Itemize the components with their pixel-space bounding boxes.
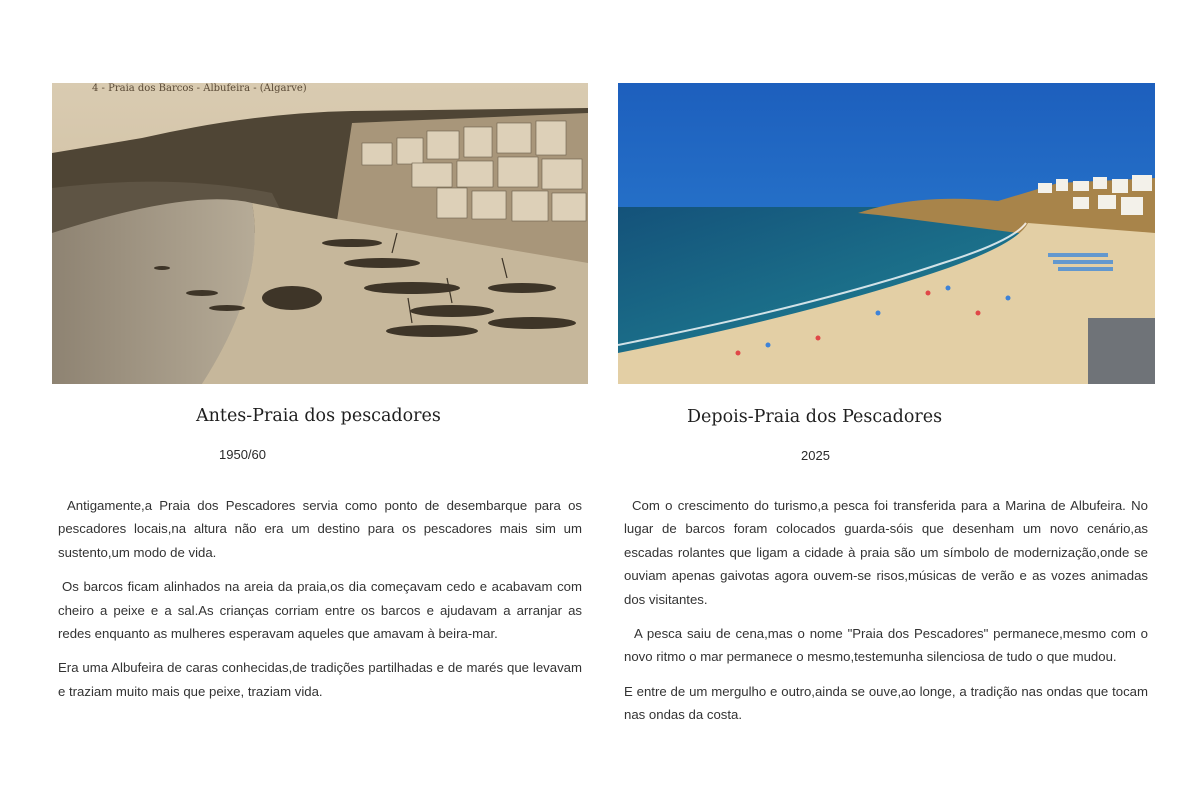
after-paragraph: A pesca saiu de cena,mas o nome "Praia dos Pescadores" permanece,mesmo com o novo ritmo o mar permanece o mesmo,testemunha silenciosa de tudo o que mudou. <box>624 626 1148 665</box>
after-paragraph: E entre de um mergulho e outro,ainda se ouve,ao longe, a tradição nas ondas que tocam nas ondas da costa. <box>624 683 1148 723</box>
before-paragraph: Era uma Albufeira de caras conhecidas,de tradições partilhadas e de marés que levavam e traziam muito mais que peixe, traziam vida. <box>58 660 582 699</box>
postcard-caption: 4 - Praia dos Barcos - Albufeira - (Algarve) <box>92 83 307 94</box>
after-photo <box>618 83 1155 384</box>
before-photo <box>52 83 588 384</box>
before-text-column <box>58 494 582 714</box>
before-paragraph: Os barcos ficam alinhados na areia da praia,os dia começavam cedo e acabavam com cheiro a peixe e a sal.As crianças corriam entre os barcos e ajudavam a arranjar as redes enquanto as mulheres esperavam aqueles que amavam à beira-mar. <box>58 579 582 642</box>
before-heading: Antes-Praia dos pescadores <box>196 406 441 426</box>
after-date: 2025 <box>801 448 830 463</box>
before-date: 1950/60 <box>219 447 266 462</box>
after-paragraph: Com o crescimento do turismo,a pesca foi transferida para a Marina de Albufeira. No lugar de barcos foram colocados guarda-sóis que desenham um novo cenário,as escadas rolantes que ligam a cidade à praia são um símbolo de modernização,onde se ouviam apenas gaivotas agora ouvem-se risos,músicas de verão e as vozes animadas dos visitantes. <box>624 498 1148 607</box>
after-heading: Depois-Praia dos Pescadores <box>687 407 943 427</box>
after-text-column <box>624 494 1148 738</box>
before-paragraph: Antigamente,a Praia dos Pescadores servia como ponto de desembarque para os pescadores locais,na altura não era um destino para os pescadores mais sim um sustento,um modo de vida. <box>58 498 582 560</box>
